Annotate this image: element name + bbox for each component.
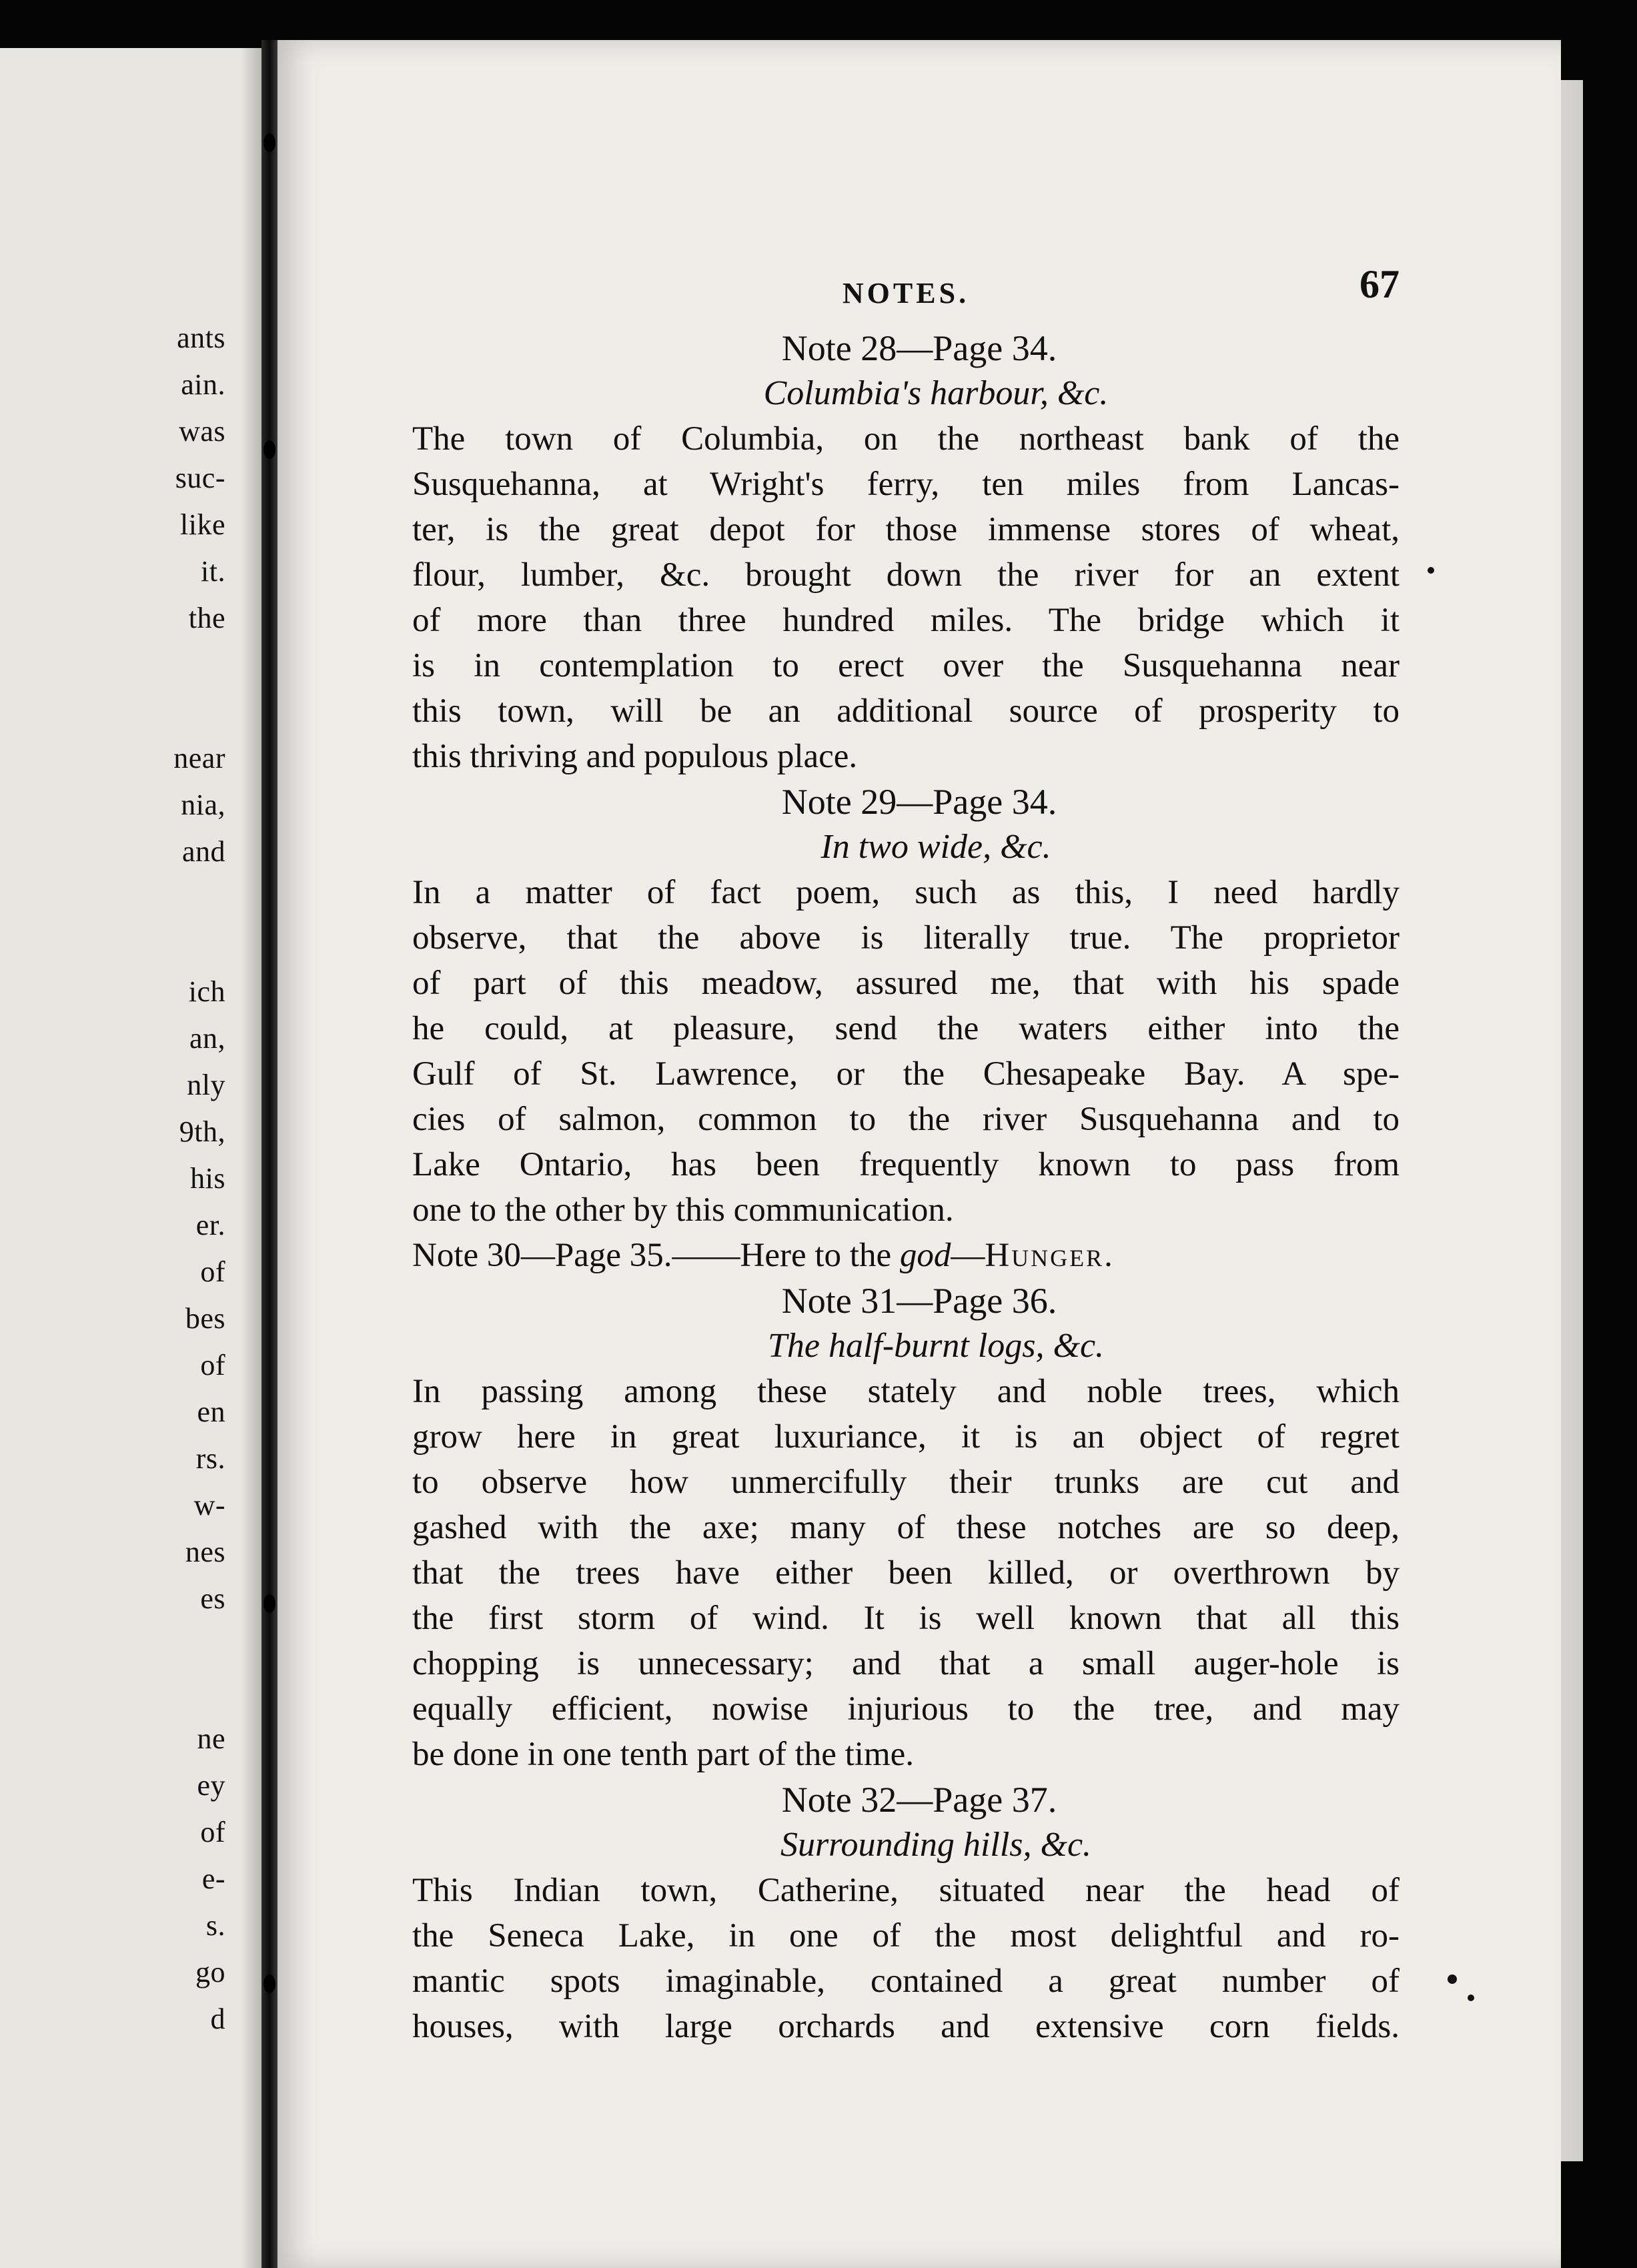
fragment-line: his [190,1162,225,1195]
text-line: In passing among these stately and noble trees, which [412,1373,1400,1410]
note-body [412,1369,1400,1777]
fragment-line: ich [188,975,225,1008]
previous-page-text-fragments [139,315,225,2043]
book-spine [261,40,278,2268]
note-heading: Note 32—Page 37. [781,1780,1057,1820]
text-line: that the trees have either been killed, or overthrown by [412,1554,1400,1592]
fragment-line: ain. [181,368,225,401]
fragment-line: ey [197,1769,225,1802]
page-number: 67 [1359,262,1400,306]
scan-speck [1428,567,1434,574]
note-body [412,870,1400,1233]
fragment-line: ants [177,322,225,354]
note-30-smallcaps: Hunger. [985,1237,1115,1274]
note-subheading: Surrounding hills, &c. [780,1826,1092,1864]
fragment-line: go [195,1956,225,1989]
fragment-line: of [200,1349,225,1381]
fragment-line: e- [201,1862,225,1895]
fragment-line: er. [195,1209,225,1241]
note-subheading: Columbia's harbour, &c. [763,374,1109,412]
fragment-line: nly [187,1069,225,1101]
fragment-line: en [197,1395,225,1428]
text-line: he could, at pleasure, send the waters either into the [412,1010,1400,1047]
fragment-line [139,1622,225,1669]
note-heading: Note 31—Page 36. [781,1281,1057,1321]
text-line: grow here in great luxuriance, it is an object of regret [412,1418,1400,1456]
note-32 [412,1777,1400,2049]
binding-stitch [263,1974,276,1993]
text-line: one to the other by this communication. [412,1191,954,1229]
text-line: Lake Ontario, has been frequently known to pass from [412,1146,1400,1183]
note-30 [412,1233,1400,1278]
text-line: of more than three hundred miles. The bridge which it [412,602,1400,639]
fragment-line: of [200,1816,225,1848]
note-30-dash: — [951,1237,985,1274]
text-line: Susquehanna, at Wright's ferry, ten miles from Lancas- [412,466,1400,503]
text-line: this thriving and populous place. [412,738,858,775]
binding-stitch [263,440,276,459]
note-heading: Note 29—Page 34. [781,782,1057,822]
note-31 [412,1278,1400,1777]
text-line: this town, will be an additional source of prosperity to [412,692,1400,730]
note-30-prefix: Note 30—Page 35.——Here to the [412,1237,900,1274]
note-subheading: In two wide, &c. [821,828,1051,866]
fragment-line: an, [189,1022,225,1055]
fragment-line: rs. [195,1442,225,1475]
note-28 [412,326,1400,779]
note-body [412,1868,1400,2049]
text-line: cies of salmon, common to the river Susquehanna and to [412,1101,1400,1138]
text-line: This Indian town, Catherine, situated near the head of [412,1872,1400,1909]
text-line: ter, is the great depot for those immense stores of wheat, [412,511,1400,548]
text-line: the first storm of wind. It is well known that all this [412,1600,1400,1637]
fragment-line: nia, [181,788,225,821]
note-29 [412,779,1400,1233]
fragment-line [139,642,225,688]
text-line: equally efficient, nowise injurious to the tree, and may [412,1690,1400,1728]
text-line: The town of Columbia, on the northeast bank of the [412,420,1400,458]
text-line: is in contemplation to erect over the Susquehanna near [412,647,1400,684]
text-line: gashed with the axe; many of these notches are so deep, [412,1509,1400,1546]
scan-speck [1448,1974,1457,1984]
previous-page [0,48,267,2268]
binding-stitch [263,133,276,152]
text-line: chopping is unnecessary; and that a small auger-hole is [412,1645,1400,1682]
note-30-italic: god [899,1237,951,1274]
page-text [412,262,1400,2049]
fragment-line: w- [193,1489,225,1522]
running-head [412,262,1400,326]
fragment-line [139,688,225,735]
text-line: mantic spots imaginable, contained a great number of [412,1962,1400,2000]
fragment-line: of [200,1255,225,1288]
fragment-line: es [200,1582,225,1615]
text-line: houses, with large orchards and extensive corn fields. [412,2008,1400,2045]
text-line: the Seneca Lake, in one of the most delightful and ro- [412,1917,1400,1954]
fragment-line: was [179,415,225,448]
fragment-line: bes [185,1302,225,1335]
fragment-line [139,1669,225,1716]
fragment-line: 9th, [179,1115,225,1148]
fragment-line: and [181,835,225,868]
text-line: flour, lumber, &c. brought down the river for an extent [412,556,1400,594]
fragment-line: the [188,602,225,634]
text-line: be done in one tenth part of the time. [412,1736,915,1773]
fragment-line: it. [201,555,225,588]
text-line: of part of this meadow, assured me, that with his spade [412,965,1400,1002]
scan-speck [1468,1995,1474,2001]
fragment-line: nes [185,1536,225,1568]
note-body [412,416,1400,779]
note-heading: Note 28—Page 34. [781,328,1057,368]
fragment-line: near [173,742,225,774]
text-line: to observe how unmercifully their trunks are cut and [412,1464,1400,1501]
fragment-line: ne [197,1722,225,1755]
fragment-line: like [180,508,225,541]
fragment-line: suc- [175,462,225,494]
binding-stitch [263,1594,276,1613]
text-line: In a matter of fact poem, such as this, I need hardly [412,874,1400,911]
running-title: NOTES. [842,277,970,310]
text-line: observe, that the above is literally true. The proprietor [412,919,1400,957]
note-subheading: The half-burnt logs, &c. [767,1327,1105,1365]
text-line: Gulf of St. Lawrence, or the Chesapeake Bay. A spe- [412,1055,1400,1093]
fragment-line [139,922,225,969]
fragment-line: s. [205,1909,225,1942]
fragment-line: d [210,2003,225,2035]
fragment-line [139,875,225,922]
